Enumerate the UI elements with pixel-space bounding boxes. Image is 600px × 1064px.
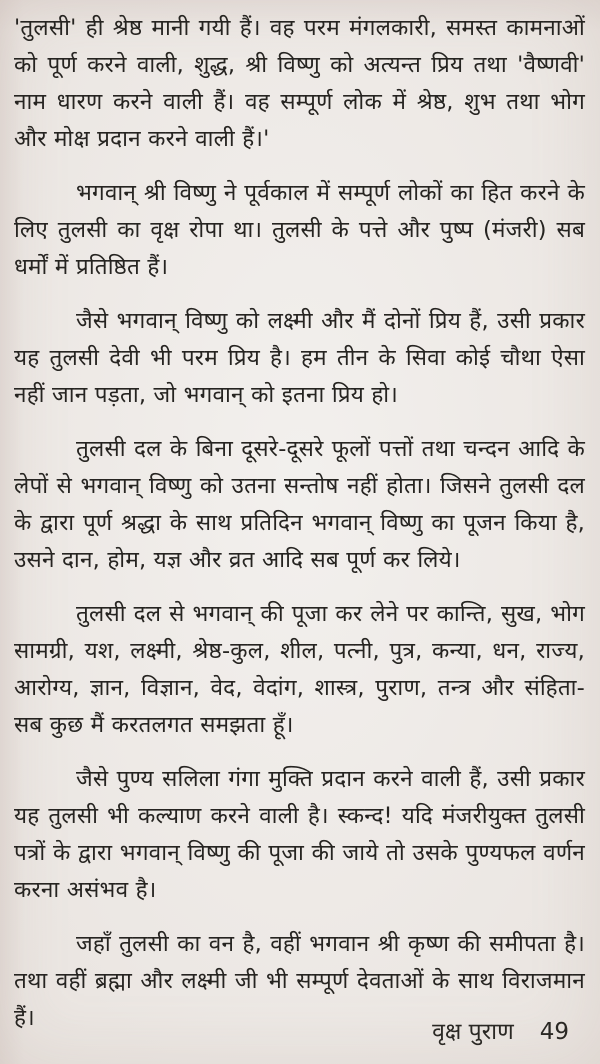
paragraph: जैसे भगवान् विष्णु को लक्ष्मी और मैं दोनों प्रिय हैं, उसी प्रकार यह तुलसी देवी भी परम प्रिय है। हम तीन के सिवा कोई चौथा ऐसा नहीं जान पड़ता, जो भगवान् को इतना प्रिय हो।	[14, 308, 585, 408]
page-number: 49	[539, 1019, 569, 1045]
paragraph: तुलसी दल से भगवान् की पूजा कर लेने पर कान्ति, सुख, भोग सामग्री, यश, लक्ष्मी, श्रेष्ठ-कुल, शील, पत्नी, पुत्र, कन्या, धन, राज्य, आरोग्य, ज्ञान, विज्ञान, वेद, वेदांग, शास्त्र, पुराण, तन्त्र और संहिता-सब कुछ मैं करतलगत समझता हूँ।	[14, 601, 585, 738]
paragraph: जहाँ तुलसी का वन है, वहीं भगवान श्री कृष्ण की समीपता है। तथा वहीं ब्रह्मा और लक्ष्मी जी भी सम्पूर्ण देवताओं के साथ विराजमान हैं।	[14, 931, 585, 1031]
paragraph: 'तुलसी' ही श्रेष्ठ मानी गयी हैं। वह परम मंगलकारी, समस्त कामनाओं को पूर्ण करने वाली, शुद्ध, श्री विष्णु को अत्यन्त प्रिय तथा 'वैष्णवी' नाम धारण करने वाली हैं। वह सम्पूर्ण लोक में श्रेष्ठ, शुभ तथा भोग और मोक्ष प्रदान करने वाली हैं।'	[14, 15, 585, 152]
page-footer	[432, 1018, 569, 1046]
book-title: वृक्ष पुराण	[432, 1019, 514, 1045]
page-body	[14, 10, 585, 1037]
paragraph: भगवान् श्री विष्णु ने पूर्वकाल में सम्पूर्ण लोकों का हित करने के लिए तुलसी का वृक्ष रोपा था। तुलसी के पत्ते और पुष्प (मंजरी) सब धर्मों में प्रतिष्ठित हैं।	[14, 180, 585, 280]
paragraph: तुलसी दल के बिना दूसरे-दूसरे फूलों पत्तों तथा चन्दन आदि के लेपों से भगवान् विष्णु को उतना सन्तोष नहीं होता। जिसने तुलसी दल के द्वारा पूर्ण श्रद्धा के साथ प्रतिदिन भगवान् विष्णु का पूजन किया है, उसने दान, होम, यज्ञ और व्रत आदि सब पूर्ण कर लिये।	[14, 436, 585, 573]
paragraph: जैसे पुण्य सलिला गंगा मुक्ति प्रदान करने वाली हैं, उसी प्रकार यह तुलसी भी कल्याण करने वाली है। स्कन्द! यदि मंजरीयुक्त तुलसी पत्रों के द्वारा भगवान् विष्णु की पूजा की जाये तो उसके पुण्यफल वर्णन करना असंभव है।	[14, 766, 585, 903]
